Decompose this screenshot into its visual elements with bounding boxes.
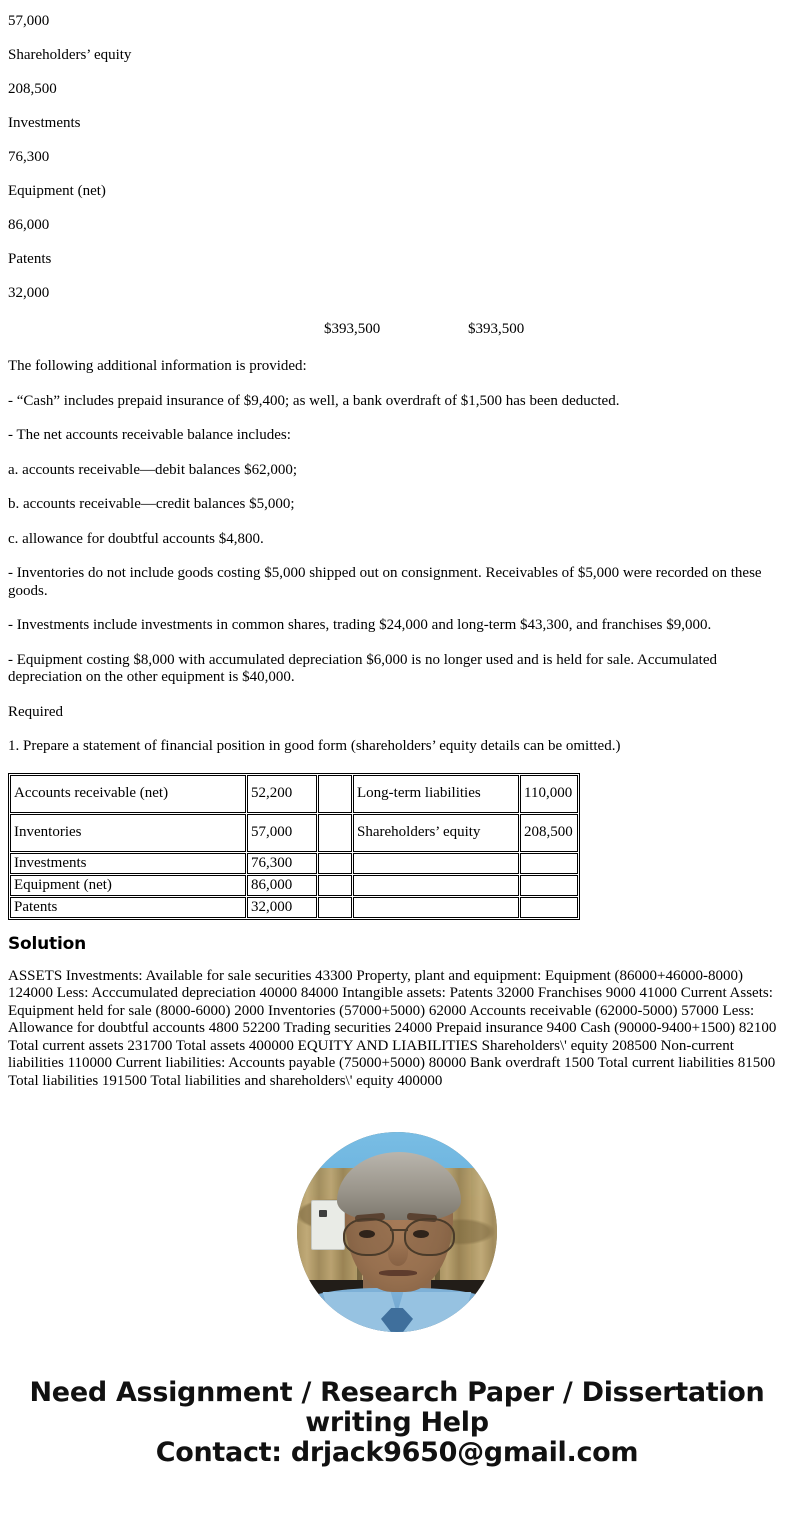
table-row — [10, 853, 578, 874]
stub-line: 208,500 — [8, 81, 57, 97]
cell-liability-label — [353, 853, 519, 874]
total-liabilities-equity-value: $393,500 — [468, 321, 525, 337]
avatar-glasses-bridge — [390, 1229, 408, 1232]
cell-spacer — [318, 853, 352, 874]
solution-body: ASSETS Investments: Available for sale securities 43300 Property, plant and equipment: Equipment (86000+46000-8000) 124000 Less: Acccumulated depreciation 40000 84000 Intangible assets: Patents 32000 Franchises 9000 41000 Current Assets: Equipment held for sale (8000-6000) 2000 Inventories (57000+5000) 62000 Accounts receivable (62000-5000) 57000 Less: Allowance for doubtful accounts 4800 52200 Trading securities 24000 Prepaid insurance 9400 Cash (90000-9400+1500) 82100 Total current assets 231700 Total assets 400000 EQUITY AND LIABILITIES Shareholders\' equity 208500 Non-current liabilities 110000 Current liabilities: Accounts payable (75000+5000) 80000 Bank overdraft 1500 Total current liabilities 81500 Total liabilities 191500 Total liabilities and shareholders\' equity 400000 — [8, 967, 777, 1089]
avatar-nose — [388, 1240, 408, 1266]
info-paragraph: - Investments include investments in common shares, trading $24,000 and long-term $43,300, and franchises $9,000. — [8, 617, 712, 633]
cell-liability-amount — [520, 897, 578, 918]
cell-asset-amount: 57,000 — [247, 814, 317, 852]
additional-info-heading: The following additional information is provided: — [8, 358, 307, 374]
cell-asset-label: Patents — [10, 897, 246, 918]
cell-asset-amount: 52,200 — [247, 775, 317, 813]
table-row — [10, 775, 578, 813]
cell-spacer — [318, 897, 352, 918]
totals-row — [8, 319, 786, 341]
cell-liability-label — [353, 897, 519, 918]
cell-asset-label: Inventories — [10, 814, 246, 852]
cell-asset-label: Accounts receivable (net) — [10, 775, 246, 813]
cell-liability-amount — [520, 875, 578, 896]
table-row — [10, 875, 578, 896]
cell-asset-amount: 76,300 — [247, 853, 317, 874]
stub-line: Equipment (net) — [8, 183, 106, 199]
cell-spacer — [318, 775, 352, 813]
cell-liability-label: Shareholders’ equity — [353, 814, 519, 852]
promo-line-1: Need Assignment / Research Paper / Dissertation — [29, 1377, 765, 1408]
promo-line-3: Contact: drjack9650@gmail.com — [155, 1437, 639, 1468]
table-row — [10, 897, 578, 918]
cell-spacer — [318, 814, 352, 852]
required-item-1: 1. Prepare a statement of financial position in good form (shareholders’ equity details can be omitted.) — [8, 738, 621, 754]
stub-line: 57,000 — [8, 13, 50, 29]
avatar-lens-left — [343, 1218, 394, 1256]
cell-liability-amount: 208,500 — [520, 814, 578, 852]
cell-liability-label — [353, 875, 519, 896]
info-paragraph: - “Cash” includes prepaid insurance of $9,400; as well, a bank overdraft of $1,500 has been deducted. — [8, 392, 620, 409]
info-paragraph: b. accounts receivable—credit balances $5,000; — [8, 496, 295, 512]
info-paragraph: a. accounts receivable—debit balances $62,000; — [8, 461, 298, 478]
table-row — [10, 814, 578, 852]
info-paragraph: - The net accounts receivable balance includes: — [8, 427, 291, 443]
stub-line: Shareholders’ equity — [8, 47, 132, 63]
promo-footer — [8, 1378, 786, 1496]
cell-spacer — [318, 875, 352, 896]
financial-position-table — [8, 773, 580, 920]
info-paragraph: c. allowance for doubtful accounts $4,800. — [8, 530, 264, 547]
avatar — [297, 1132, 497, 1332]
solution-heading: Solution — [8, 933, 86, 954]
cell-liability-amount: 110,000 — [520, 775, 578, 813]
required-heading: Required — [8, 703, 63, 720]
stub-line: 76,300 — [8, 149, 50, 165]
stub-line: Patents — [8, 251, 52, 267]
cell-asset-amount: 32,000 — [247, 897, 317, 918]
avatar-block — [8, 1132, 786, 1332]
cell-asset-amount: 86,000 — [247, 875, 317, 896]
info-paragraph: - Equipment costing $8,000 with accumulated depreciation $6,000 is no longer used and is held for sale. Accumulated depreciation on the other equipment is $40,000. — [8, 651, 717, 685]
avatar-mouth — [379, 1270, 417, 1276]
info-paragraph: - Inventories do not include goods costing $5,000 shipped out on consignment. Receivables of $5,000 were recorded on these goods. — [8, 565, 762, 599]
cell-asset-label: Investments — [10, 853, 246, 874]
stub-line: Investments — [8, 115, 81, 131]
cell-liability-amount — [520, 853, 578, 874]
total-assets-value: $393,500 — [324, 321, 381, 337]
cell-asset-label: Equipment (net) — [10, 875, 246, 896]
avatar-lens-right — [404, 1218, 455, 1256]
financial-position-table-wrapper — [8, 773, 786, 920]
cell-liability-label: Long-term liabilities — [353, 775, 519, 813]
promo-line-2: writing Help — [305, 1407, 489, 1438]
stub-line: 86,000 — [8, 217, 50, 233]
stub-line: 32,000 — [8, 285, 50, 301]
balance-stub-list — [8, 0, 786, 302]
